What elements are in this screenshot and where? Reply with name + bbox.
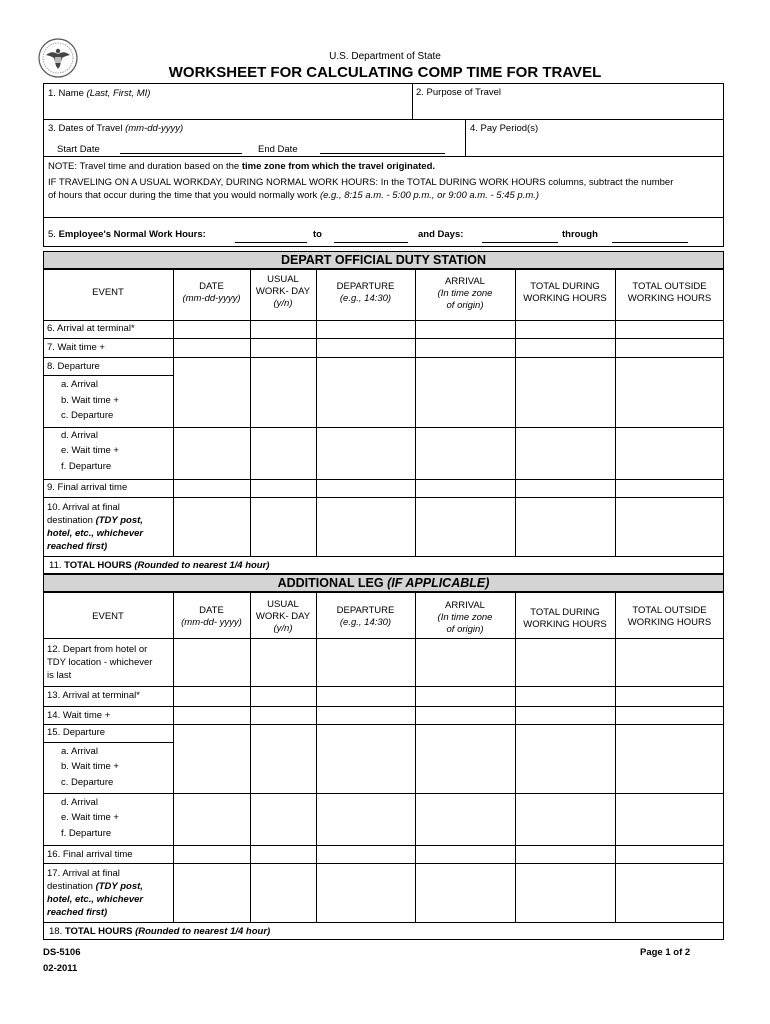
row-14-label: 14. Wait time + — [47, 710, 111, 721]
row-16-label: 16. Final arrival time — [47, 849, 133, 860]
row-8e-label: e. Wait time + — [61, 445, 119, 456]
form-date: 02-2011 — [43, 963, 78, 974]
days-end-input[interactable] — [612, 242, 688, 243]
col-total-outside: TOTAL OUTSIDE WORKING HOURS — [627, 281, 712, 304]
start-date-input[interactable] — [120, 153, 242, 154]
section-title-additional-leg: ADDITIONAL LEG (IF APPLICABLE) — [43, 574, 724, 592]
row-18-total-label: 18. TOTAL HOURS (Rounded to nearest 1/4 hour) — [49, 926, 271, 937]
purpose-field[interactable]: 2. Purpose of Travel — [416, 87, 502, 98]
end-date-input[interactable] — [320, 153, 445, 154]
days-start-input[interactable] — [482, 242, 558, 243]
col-event: EVENT — [92, 287, 124, 298]
pay-period-field[interactable]: 4. Pay Period(s) — [470, 123, 539, 134]
form-number: DS-5106 — [43, 947, 81, 958]
page-number: Page 1 of 2 — [640, 947, 691, 958]
row-6-label: 6. Arrival at terminal* — [47, 323, 135, 334]
end-date-label: End Date — [258, 144, 298, 155]
row-12-label: 12. Depart from hotel or TDY location - whichever is last — [47, 644, 153, 681]
col-usual-workday-2: USUAL WORK- DAY (y/n) — [255, 599, 311, 634]
col-departure: DEPARTURE (e.g., 14:30) — [336, 281, 395, 304]
section-title-depart: DEPART OFFICIAL DUTY STATION — [43, 251, 724, 269]
note-line-2: IF TRAVELING ON A USUAL WORKDAY, DURING NORMAL WORK HOURS: In the TOTAL DURING WORK HOURS columns, subtract the number — [48, 177, 674, 188]
department-name: U.S. Department of State — [329, 51, 441, 62]
note-line-1: NOTE: Travel time and duration based on the time zone from which the travel originated. — [48, 161, 436, 172]
row-15c-label: c. Departure — [61, 777, 114, 788]
row-9-label: 9. Final arrival time — [47, 482, 128, 493]
row-10-label: 10. Arrival at final destination (TDY post, hotel, etc., whichever reached first) — [47, 502, 144, 552]
col-usual-workday: USUAL WORK- DAY (y/n) — [255, 274, 311, 309]
work-hours-start-input[interactable] — [235, 242, 307, 243]
col-event-2: EVENT — [92, 611, 124, 622]
row-13-label: 13. Arrival at terminal* — [47, 690, 140, 701]
row-7-label: 7. Wait time + — [47, 342, 105, 353]
days-label: and Days: — [418, 229, 464, 240]
row-15b-label: b. Wait time + — [61, 761, 119, 772]
col-date-2: DATE (mm-dd- yyyy) — [181, 605, 242, 628]
row-15e-label: e. Wait time + — [61, 812, 119, 823]
row-8-label: 8. Departure — [47, 361, 100, 372]
row-15a-label: a. Arrival — [61, 746, 98, 757]
to-label: to — [313, 229, 322, 240]
form-title: WORKSHEET FOR CALCULATING COMP TIME FOR TRAVEL — [168, 64, 602, 81]
row-15-label: 15. Departure — [47, 727, 106, 738]
col-departure-2: DEPARTURE (e.g., 14:30) — [336, 605, 395, 628]
row-15d-label: d. Arrival — [61, 797, 98, 808]
row-17-label: 17. Arrival at final destination (TDY post, hotel, etc., whichever reached first) — [47, 868, 144, 918]
col-arrival: ARRIVAL (In time zone of origin) — [437, 276, 493, 311]
through-label: through — [562, 229, 598, 240]
row-11-total-label: 11. TOTAL HOURS (Rounded to nearest 1/4 hour) — [49, 560, 270, 571]
col-arrival-2: ARRIVAL (In time zone of origin) — [437, 600, 493, 635]
col-total-during: TOTAL DURING WORKING HOURS — [523, 281, 607, 304]
row-8b-label: b. Wait time + — [61, 395, 119, 406]
work-hours-label: 5. Employee's Normal Work Hours: — [48, 229, 206, 240]
row-15f-label: f. Departure — [61, 828, 112, 839]
row-8c-label: c. Departure — [61, 410, 114, 421]
col-total-during-2: TOTAL DURING WORKING HOURS — [523, 607, 607, 630]
work-hours-end-input[interactable] — [334, 242, 408, 243]
name-field[interactable]: 1. Name (Last, First, MI) — [48, 88, 151, 99]
col-total-outside-2: TOTAL OUTSIDE WORKING HOURS — [627, 605, 712, 628]
start-date-label: Start Date — [57, 144, 100, 155]
col-date: DATE (mm-dd-yyyy) — [182, 281, 241, 304]
dates-of-travel-label: 3. Dates of Travel (mm-dd-yyyy) — [48, 123, 184, 134]
row-8f-label: f. Departure — [61, 461, 112, 472]
note-line-3: of hours that occur during the time that you would normally work (e.g., 8:15 a.m. - 5:00 p.m., or 9:00 a.m. - 5:45 p.m.) — [48, 190, 540, 201]
row-8a-label: a. Arrival — [61, 379, 98, 390]
row-8d-label: d. Arrival — [61, 430, 98, 441]
